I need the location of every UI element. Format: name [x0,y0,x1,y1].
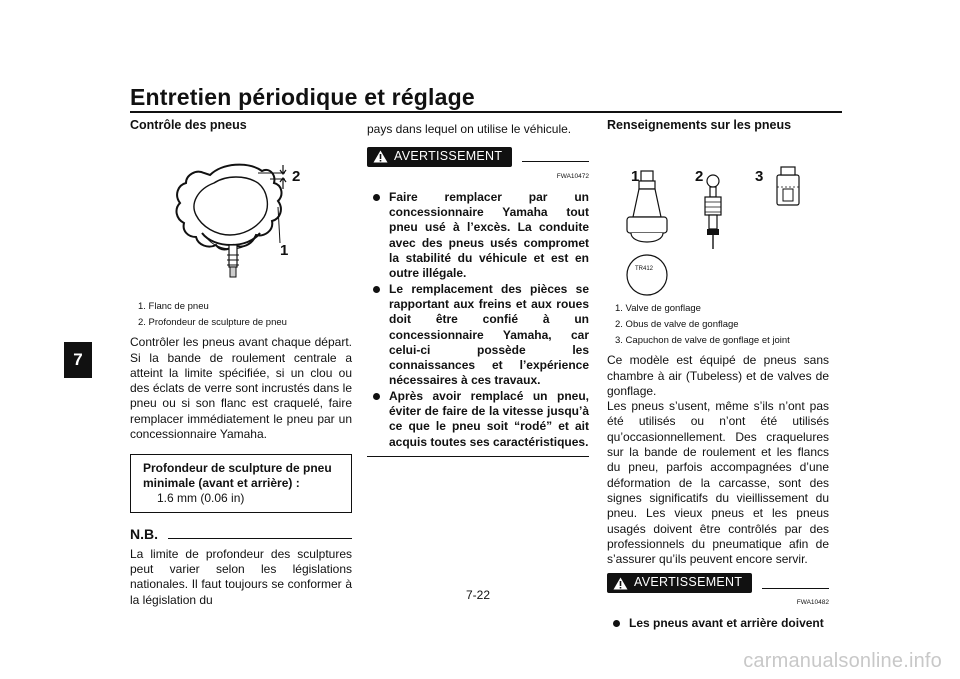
page-number: 7-22 [466,588,491,602]
warning-list [367,190,589,450]
body-text-1: Ce modèle est équipé de pneus sans chambre à air (Tubeless) et de valves de gonflage. [607,353,829,398]
note-rule [168,538,352,539]
warning-label: AVERTISSEMENT [394,149,503,164]
spec-box [130,454,352,513]
list-item: Les pneus avant et arrière doivent [607,616,829,631]
spec-label: Profondeur de sculpture de pneu minimale (avant et arrière) : [143,461,332,491]
figure-label-cap: 3 [755,168,764,186]
bullet-icon [373,286,380,293]
warning-list [607,616,829,631]
watermark: carmanualsonline.info [743,650,942,672]
list-item: Le remplacement des pièces se rapportant aux freins et aux roues doit être confié à un concessionnaire Yamaha, car celui-ci possède les connaissances et l’expérience nécessaires à ces travaux. [367,282,589,389]
warning-rule [762,588,829,589]
warning-code: FWA10482 [796,598,829,606]
warning-triangle-icon [373,150,388,163]
warning-code: FWA10472 [556,172,589,180]
bullet-icon [373,194,380,201]
caption-valve: 1. Valve de gonflage [615,303,701,315]
section-heading-tire-check: Contrôle des pneus [130,118,247,132]
warning-header [607,573,829,592]
list-item: Après avoir remplacé un pneu, éviter de faire de la vitesse jusqu’à ce que le pneu soit “rodé” et ait acquis toutes ses caractéristiques. [367,389,589,450]
note-heading [130,527,352,542]
svg-text:TR412: TR412 [635,266,654,273]
warning-triangle-icon [613,577,628,590]
tire-cross-section-illustration [130,137,352,299]
caption-core: 2. Obus de valve de gonflage [615,319,739,331]
warning-label: AVERTISSEMENT [634,575,743,590]
figure-label-2: 2 [292,168,301,186]
caption-1: 1. Flanc de pneu [138,301,209,313]
warning-rule [522,161,589,162]
spec-value: 1.6 mm (0.06 in) [157,491,245,506]
page-title: Entretien périodique et réglage [130,84,475,110]
body-text-2: Les pneus s’usent, même s’ils n’ont pas été utilisés ou n’ont été utilisés qu’occasionnellement. Des craquelures sur la bande de roulement et les flancs du pneu, parfois accompagnées d’une déformation de la carcasse, sont des signes significatifs du vieillissement du pneu. Les vieux pneus et les pneus usagés doivent être contrôlés par des professionnels du pneumatique afin de s’assurer qu’ils peuvent encore servir. [607,399,829,567]
note-label: N.B. [130,526,158,543]
warning-end-rule [367,456,589,457]
valve-parts-illustration [607,137,829,301]
warning-badge [607,573,752,592]
bullet-icon [613,620,620,627]
column-warning [367,118,589,457]
chapter-tab: 7 [64,342,92,378]
note-text: La limite de profondeur des sculptures peut varier selon les législations nationales. Il faut toujours se conformer à la législation du [130,546,352,607]
valve-figure [607,137,829,301]
column-tire-check [130,118,352,608]
column-tire-info [607,118,829,631]
list-item: Faire remplacer par un concessionnaire Yamaha tout pneu usé à l’excès. La conduite avec des pneus usés compromet la stabilité du véhicule et est en outre illégale. [367,190,589,282]
figure-label-valve: 1 [631,168,640,186]
figure-label-1: 1 [280,242,289,260]
continued-text: pays dans lequel on utilise le véhicule. [367,122,572,136]
title-rule [130,111,842,113]
caption-2: 2. Profondeur de sculpture de pneu [138,317,287,329]
caption-cap: 3. Capuchon de valve de gonflage et joint [615,335,790,347]
warning-header [367,147,589,166]
figure-label-core: 2 [695,168,704,186]
bullet-icon [373,393,380,400]
tire-figure [130,137,352,299]
section-heading-tire-info: Renseignements sur les pneus [607,118,792,132]
warning-badge [367,147,512,166]
body-text: Contrôler les pneus avant chaque départ. Si la bande de roulement centrale a atteint la limite spécifiée, si un clou ou des éclats de verre sont incrustés dans le pneu ou si son flanc est craquelé, faire remplacer immédiatement le pneu par un concessionnaire Yamaha. [130,335,352,442]
